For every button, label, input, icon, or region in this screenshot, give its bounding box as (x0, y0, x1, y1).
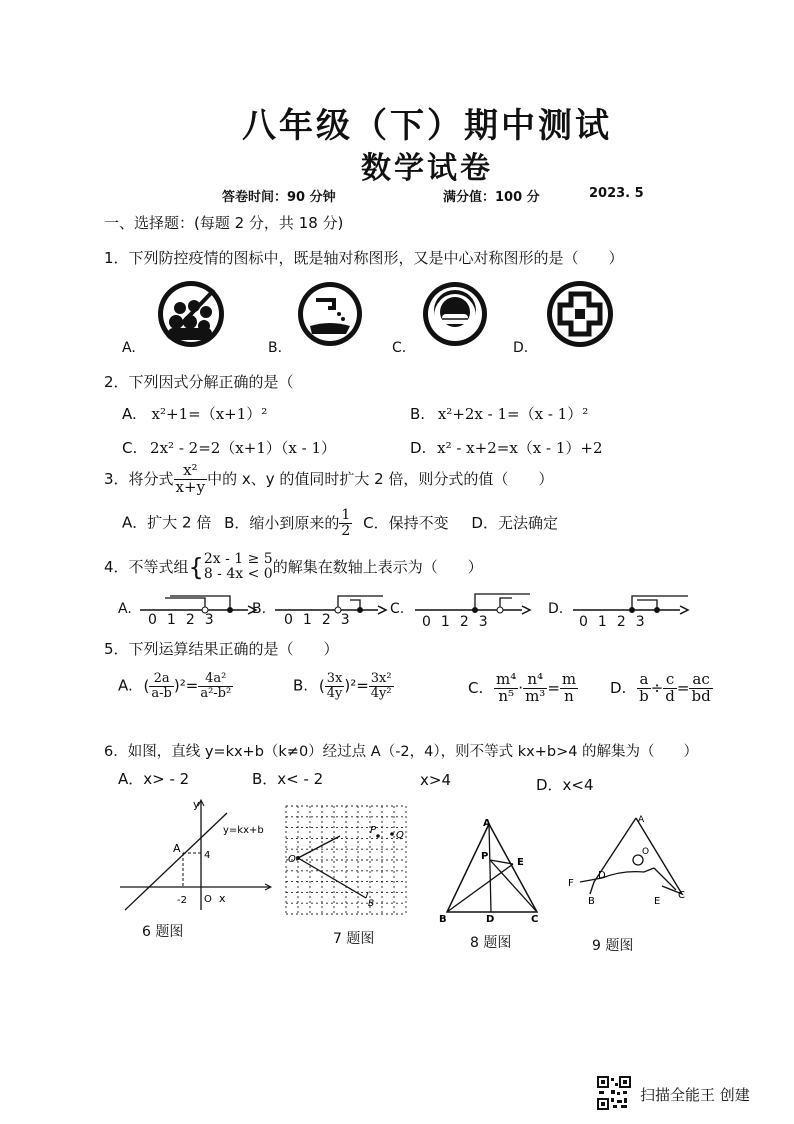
crowd-ban-icon (158, 281, 224, 347)
q6-option-b[interactable]: B．x< - 2 (252, 770, 324, 788)
q2-c-expr: 2x² - 2=2（x+1）（x - 1） (150, 439, 336, 457)
q2-c-label: C. (122, 439, 138, 457)
q4-line-c (415, 594, 530, 614)
q1-option-a[interactable]: A. (122, 340, 136, 356)
fig8-point-b: B (439, 914, 447, 922)
exam-date: 2023. 5 (589, 186, 644, 201)
fig9-point-e: E (654, 896, 661, 907)
mask-face-icon (423, 282, 487, 346)
figure-8 (437, 812, 547, 922)
fig7-point-q: Q (396, 830, 404, 841)
fig8-point-c: C (531, 914, 539, 922)
q5-stem: 5．下列运算结果正确的是（ ） (104, 640, 339, 658)
q3-option-d[interactable]: D．无法确定 (471, 513, 558, 532)
q6-option-a[interactable]: A．x> - 2 (118, 770, 190, 788)
fig8-point-d: D (486, 914, 495, 922)
q4-ticks-c: 0123 (422, 614, 498, 630)
q2-b-expr: x²+2x - 1=（x - 1）² (437, 405, 589, 423)
q6-option-d[interactable]: D．x<4 (536, 776, 594, 794)
fig8-point-a: A (483, 818, 491, 829)
medical-cross-icon (547, 281, 613, 347)
q3-option-b[interactable]: B．缩小到原来的 $\frac{1}{2}$ (224, 507, 351, 539)
q4-option-a[interactable]: A. (118, 601, 132, 617)
fig8-point-p: P (481, 851, 489, 862)
fig6-caption: 6 题图 (142, 924, 184, 940)
section-heading: 一、选择题：(每题 2 分，共 18 分) (104, 214, 344, 232)
fig9-point-d: D (598, 870, 606, 881)
q1-option-c[interactable]: C. (392, 340, 407, 356)
fig9-point-a: A (638, 815, 645, 825)
fig6-y-label: y (193, 798, 200, 811)
fig6-tick-neg2: -2 (177, 895, 187, 906)
q1-stem: 1．下列防控疫情的图标中，既是轴对称图形，又是中心对称图形的是（ ） (104, 249, 624, 267)
q4-stem: 4．不等式组{ 2x - 1 ≥ 5 8 - 4x < 0 的解集在数轴上表示为（ ） (104, 551, 483, 583)
fig9-point-b: B (588, 896, 595, 907)
q2-d-expr: x² - x+2=x（x - 1）+2 (437, 439, 603, 457)
exam-title: 八年级（下）期中测试 (242, 106, 612, 146)
qr-code-icon (597, 1076, 631, 1110)
q4-ticks-b: 0123 (284, 612, 360, 628)
fig6-point-a: A (173, 842, 181, 855)
q5-option-d[interactable]: D. $\frac{a}{b}$ ÷ $\frac{c}{d}$ = $\frac{ac}{bd}$ (610, 670, 711, 705)
fig6-origin: O (204, 894, 212, 905)
exam-subtitle: 数学试卷 (361, 151, 493, 186)
q4-option-d[interactable]: D. (548, 601, 564, 617)
q4-option-b[interactable]: B. (252, 601, 267, 617)
q5-option-b[interactable]: B. ( $\frac{3x}{4y}$ )²= $\frac{\text{3x²}}{\text{4y²}}$ (293, 671, 392, 701)
q2-option-d[interactable] (410, 437, 603, 458)
q3-option-a[interactable]: A．扩大 2 倍 (122, 513, 212, 532)
fig9-caption: 9 题图 (592, 938, 634, 954)
fig9-point-c: C (678, 890, 685, 901)
exam-time: 答卷时间：90 分钟 (222, 190, 336, 205)
q2-a-expr: x²+1=（x+1）² (151, 405, 268, 423)
q6-stem: 6．如图，直线 y=kx+b（k≠0）经过点 A（-2，4），则不等式 kx+b>4 的解集为（ ） (104, 744, 699, 760)
fig7-point-o: O (288, 854, 296, 865)
q4-ticks-a: 0123 (148, 612, 224, 628)
fig7-caption: 7 题图 (333, 931, 375, 947)
q4-line-d (573, 596, 688, 614)
figure-9 (562, 806, 692, 921)
q4-ineq-1: 2x - 1 ≥ 5 (203, 551, 273, 567)
q3-stem-tail: 中的 x、y 的值同时扩大 2 倍，则分式的值（ ） (207, 469, 554, 488)
fig6-line-label: y=kx+b (223, 825, 264, 836)
q2-option-a[interactable] (122, 403, 267, 424)
fig7-point-p: P (370, 825, 377, 836)
figure-6 (115, 795, 285, 915)
q6-option-c[interactable]: x>4 (420, 771, 451, 789)
q3-options (122, 508, 558, 538)
q2-stem: 2．下列因式分解正确的是（ (104, 373, 294, 391)
q2-option-b[interactable] (410, 403, 588, 424)
q2-d-label: D. (410, 439, 427, 457)
fig6-x-label: x (219, 892, 226, 905)
q3-stem-start: 3．将分式 (104, 469, 174, 488)
figure-7 (282, 800, 422, 922)
q4-option-c[interactable]: C. (390, 601, 405, 617)
scanner-watermark: 扫描全能王 创建 (640, 1086, 750, 1104)
q2-option-c[interactable] (122, 437, 336, 458)
q3-fraction: $\frac{\text{x²}}{x+y}$ (175, 461, 206, 496)
exam-score: 满分值：100 分 (443, 190, 540, 205)
q2-b-label: B. (410, 405, 426, 423)
q1-option-d[interactable]: D. (513, 340, 529, 356)
fig7-point-b: B (368, 899, 375, 909)
fig9-point-f: F (568, 878, 574, 889)
q2-a-label: A. (122, 405, 137, 423)
q4-ineq-2: 8 - 4x < 0 (203, 566, 273, 583)
q1-option-b[interactable]: B. (268, 340, 283, 356)
q3-option-c[interactable]: C．保持不变 (363, 513, 449, 532)
q5-option-a[interactable]: A. ( $\frac{2a}{a-b}$ )²= $\frac{\text{4a²}}{\text{a²-b²}}$ (118, 671, 232, 701)
fig8-point-e: E (517, 857, 524, 868)
q5-option-c[interactable]: C. $\frac{\text{m⁴}}{\text{n⁵}}$ · $\frac{\text{n⁴}}{\text{m³}}$ = $\frac{m}{n}$ (468, 670, 577, 705)
q3-stem (104, 463, 553, 496)
fig6-tick-4: 4 (204, 850, 211, 861)
hand-washing-icon (298, 282, 362, 346)
q4-ticks-d: 0123 (579, 614, 655, 630)
fig8-caption: 8 题图 (470, 935, 512, 951)
fig9-point-o: O (642, 847, 650, 857)
